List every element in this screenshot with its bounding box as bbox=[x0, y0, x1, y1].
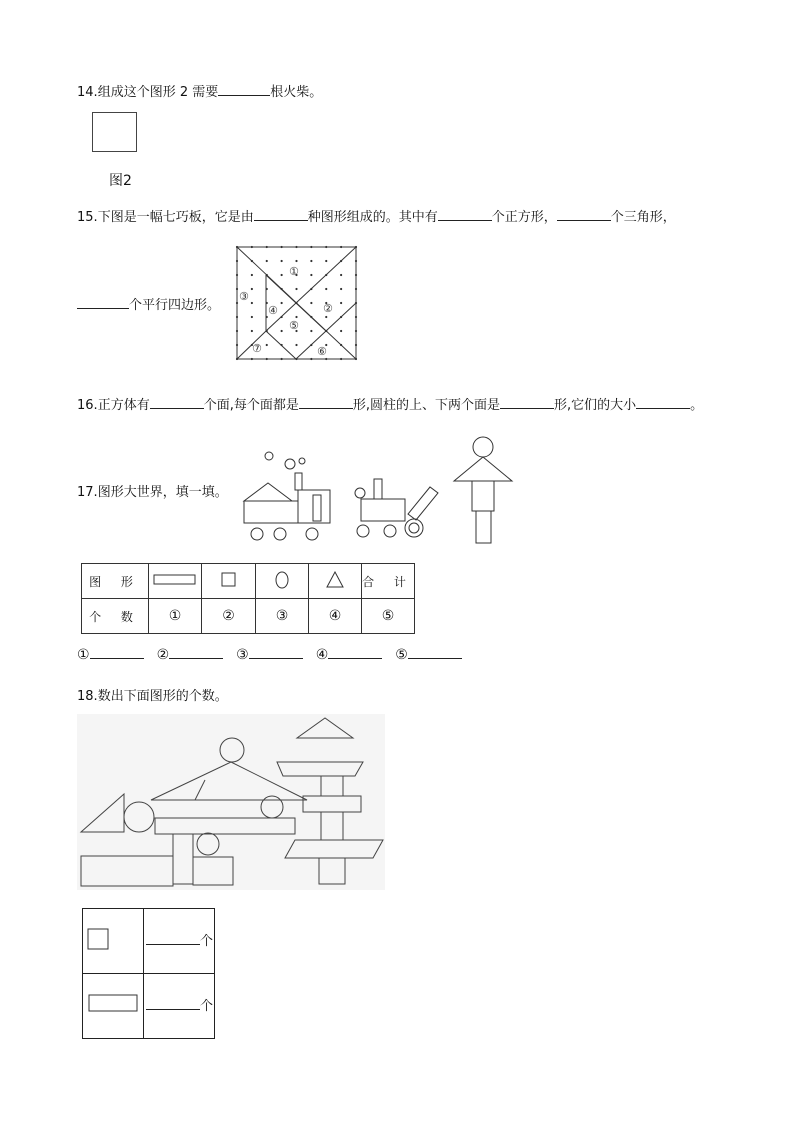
tangram-label: ① bbox=[289, 265, 299, 278]
answer-blank[interactable] bbox=[500, 396, 554, 409]
tangram-label: ⑥ bbox=[317, 345, 327, 358]
grid-dot bbox=[310, 274, 312, 276]
question-text: 形,它们的大小 bbox=[553, 398, 637, 413]
count-cell[interactable]: ① bbox=[149, 599, 202, 634]
question-15 bbox=[77, 208, 676, 227]
answer-blank[interactable] bbox=[90, 646, 144, 659]
tangram-label: ③ bbox=[239, 290, 249, 303]
answer-blank[interactable] bbox=[328, 646, 382, 659]
question-15-line2 bbox=[77, 296, 220, 315]
question-text: 种图形组成的。其中有 bbox=[307, 210, 438, 225]
grid-dot bbox=[251, 316, 253, 318]
answer-blank[interactable] bbox=[150, 396, 204, 409]
grid-dot bbox=[266, 344, 268, 346]
grid-dot bbox=[325, 288, 327, 290]
square-shape-cell bbox=[202, 564, 256, 599]
question-text: 图形大世界，填一填。 bbox=[97, 485, 228, 500]
grid-dot bbox=[266, 260, 268, 262]
grid-dot bbox=[281, 302, 283, 304]
answer-blank[interactable] bbox=[438, 208, 492, 221]
answer-label: ① bbox=[77, 647, 90, 663]
shape-collage-figure bbox=[77, 714, 385, 890]
grid-dot bbox=[281, 260, 283, 262]
answer-label: ② bbox=[156, 647, 170, 663]
grid-dot bbox=[281, 274, 283, 276]
triangle-icon bbox=[326, 571, 344, 589]
grid-dot bbox=[281, 330, 283, 332]
answer-blank[interactable] bbox=[299, 396, 353, 409]
question-text: 下图是一幅七巧板，它是由 bbox=[97, 210, 254, 225]
rectangle-shape-cell bbox=[83, 974, 144, 1039]
tangram-label: ② bbox=[323, 302, 333, 315]
answer-blank[interactable] bbox=[636, 396, 690, 409]
question-text: 个三角形， bbox=[610, 210, 676, 225]
answer-blank[interactable] bbox=[557, 208, 611, 221]
grid-dot bbox=[251, 288, 253, 290]
answer-blank[interactable] bbox=[146, 932, 200, 945]
question-number: 15. bbox=[77, 210, 98, 225]
answer-blank[interactable] bbox=[249, 646, 303, 659]
grid-dot bbox=[340, 288, 342, 290]
question-text: 数出下面图形的个数。 bbox=[97, 689, 228, 704]
grid-dot bbox=[251, 330, 253, 332]
circle-shape-cell bbox=[256, 564, 309, 599]
question-text: 组成这个图形 2 需要 bbox=[97, 85, 219, 100]
grid-dot bbox=[310, 302, 312, 304]
question-text: 个正方形， bbox=[491, 210, 557, 225]
tangram-label: ④ bbox=[268, 304, 278, 317]
answer-label: ④ bbox=[315, 647, 329, 663]
rectangle-shape-cell bbox=[149, 564, 202, 599]
count-table bbox=[81, 563, 415, 634]
square-icon bbox=[221, 572, 237, 588]
answer-blank[interactable] bbox=[218, 83, 270, 96]
answer-blank[interactable] bbox=[408, 646, 462, 659]
figure-caption: 图2 bbox=[109, 173, 132, 189]
grid-dot bbox=[251, 302, 253, 304]
grid-dot bbox=[340, 274, 342, 276]
question-number: 14. bbox=[77, 85, 98, 100]
answer-blank[interactable] bbox=[169, 646, 223, 659]
question-number: 18. bbox=[77, 689, 98, 704]
question-text: 根火柴。 bbox=[270, 85, 323, 100]
unit-label: 个 bbox=[200, 998, 214, 1014]
tangram-figure bbox=[230, 242, 364, 364]
answer-blank[interactable] bbox=[254, 208, 308, 221]
question-16 bbox=[77, 396, 703, 415]
answer-row bbox=[77, 646, 462, 664]
circle-icon bbox=[274, 571, 290, 589]
grid-dot bbox=[310, 330, 312, 332]
tangram-label: ⑤ bbox=[289, 319, 299, 332]
square-icon bbox=[83, 924, 143, 954]
grid-dot bbox=[340, 302, 342, 304]
shape-world-figure bbox=[236, 435, 526, 547]
question-text: 。 bbox=[690, 398, 704, 413]
answer-blank[interactable] bbox=[77, 296, 129, 309]
grid-dot bbox=[295, 288, 297, 290]
question-text: 正方体有 bbox=[97, 398, 150, 413]
rectangle-icon bbox=[85, 993, 141, 1015]
answer-blank[interactable] bbox=[146, 997, 200, 1010]
square-figure bbox=[92, 112, 137, 152]
grid-dot bbox=[295, 316, 297, 318]
question-text: 个平行四边形。 bbox=[129, 298, 221, 313]
count-cell[interactable]: ⑤ bbox=[362, 599, 415, 634]
count-cell[interactable]: ④ bbox=[309, 599, 362, 634]
grid-dot bbox=[310, 260, 312, 262]
total-header: 合 计 bbox=[362, 564, 415, 599]
grid-dot bbox=[295, 344, 297, 346]
question-text: 个面,每个面都是 bbox=[203, 398, 299, 413]
question-14 bbox=[77, 83, 322, 102]
unit-label: 个 bbox=[200, 933, 214, 949]
question-text: 形,圆柱的上、下两个面是 bbox=[352, 398, 500, 413]
question-number: 16. bbox=[77, 398, 98, 413]
grid-dot bbox=[325, 316, 327, 318]
grid-dot bbox=[325, 260, 327, 262]
answer-label: ③ bbox=[236, 647, 249, 663]
row-header: 图 形 bbox=[82, 564, 149, 599]
answer-cell[interactable] bbox=[144, 909, 215, 974]
square-shape-cell bbox=[83, 909, 144, 974]
question-17 bbox=[77, 484, 228, 502]
count-cell[interactable]: ③ bbox=[256, 599, 309, 634]
answer-cell[interactable] bbox=[144, 974, 215, 1039]
triangle-shape-cell bbox=[309, 564, 362, 599]
count-cell[interactable]: ② bbox=[202, 599, 256, 634]
tangram-label: ⑦ bbox=[252, 342, 262, 355]
grid-dot bbox=[295, 260, 297, 262]
grid-dot bbox=[251, 274, 253, 276]
count-table-2 bbox=[82, 908, 215, 1039]
question-number: 17. bbox=[77, 485, 98, 500]
grid-dot bbox=[340, 330, 342, 332]
question-18 bbox=[77, 688, 228, 706]
row-header: 个 数 bbox=[82, 599, 149, 634]
rectangle-icon bbox=[153, 574, 197, 586]
answer-label: ⑤ bbox=[395, 647, 408, 663]
